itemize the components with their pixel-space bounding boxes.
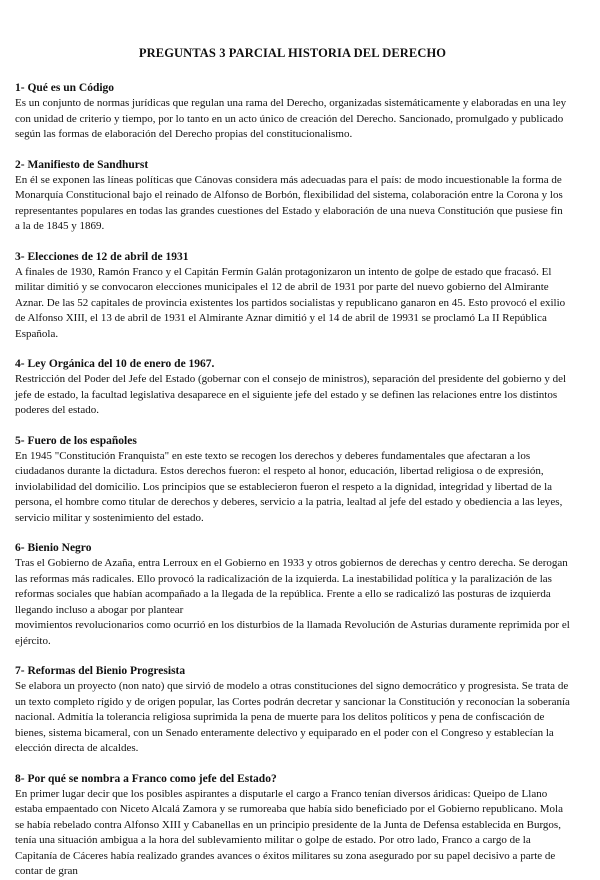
section-bienio-negro — [15, 541, 570, 649]
section-elecciones-1931 — [15, 250, 570, 343]
section-body: Restricción del Poder del Jefe del Estado (gobernar con el consejo de ministros), separación del presidente del gobierno y del jefe de estado, la facultad legislativa desaparece en el siguiente jefe del estado y se definen las relaciones entre los distintos poderes del estado. — [15, 373, 567, 416]
sections-container — [15, 81, 570, 880]
section-body: En 1945 "Constitución Franquista" en este texto se recogen los derechos y deberes fundamentales que afectaran a los ciudadanos durante la dictadura. Estos derechos fueron: el respeto al honor, educación, libertad religiosa o de expresión, inviolabilidad del domicilio. Los principios que se establecieron fueron el respeto a la dignidad, integridad y libertad de la persona, el hombre como titular de derechos y deberes, servicio a la patria, lealtad al jefe del estado y obediencia a las leyes, servicio militar y sostenimiento del estado. — [15, 449, 563, 524]
section-body: Es un conjunto de normas jurídicas que regulan una rama del Derecho, organizadas sistemáticamente y elaboradas en una ley con unidad de criterio y tiempo, por lo tanto en un acto único de creación del Derecho. Sancionado, promulgado y publicado según las formas de elaboración del Derecho propias del constitucionalismo. — [15, 97, 567, 140]
section-heading: 7- Reformas del Bienio Progresista — [15, 665, 186, 677]
section-heading: 1- Qué es un Código — [15, 82, 115, 94]
section-body: A finales de 1930, Ramón Franco y el Capitán Fermín Galán protagonizaron un intento de golpe de estado que fracasó. El militar dimitió y se convocaron elecciones municipales el 12 de abril de 1931 por parte del nuevo gobierno del Almirante Aznar. De las 52 capitales de provincia existentes los partidos socialistas y republicano ganaron en 45. Esto provocó el exilio de Alfonso XIII, el 13 de abril de 1931 el Almirante Aznar dimitió y el 14 de abril de 19931 se proclamó La II República Española. — [15, 265, 566, 340]
section-heading: 6- Bienio Negro — [15, 542, 92, 554]
section-body: En él se exponen las líneas políticas que Cánovas considera más adecuadas para el país: de modo incuestionable la forma de Monarquía Constitucional bajo el reinado de Alfonso de Borbón, flexibilidad del sistema, colaboración entre la Corona y los representantes populares en todas las grandes cuestiones del Estado y elaboración de una nueva Constitución que pusiese fin a la de 1845 y 1869. — [15, 173, 563, 232]
section-codigo — [15, 81, 570, 143]
section-heading: 3- Elecciones de 12 de abril de 1931 — [15, 250, 189, 263]
section-body: En primer lugar decir que los posibles aspirantes a disputarle el cargo a Franco tenían diversos áridicas: Queipo de Llano estaba empaentado con Niceto Alcalá Zamora y se rumoreaba que había sido beneficiado por el Gobierno republicano. Mola se había rebelado contra Alfonso XIII y Cabanellas en un principio presidente de la Junta de Defensa establecida en Burgos, tenía una situación ambigua a la hora del sublevamiento militar o golpe de estado. Por otro lado, Franco a cargo de la Capitanía de Cáceres había realizado grandes avances o éxitos militares su zona asegurado por su papel decisivo a parte de contar de gran — [15, 787, 563, 877]
section-franco-jefe-estado — [15, 772, 570, 880]
section-body: Tras el Gobierno de Azaña, entra Lerroux en el Gobierno en 1933 y otros gobiernos de derechas y centro derecha. Se derogan las reformas más radicales. Ello provocó la radicalización de la izquierda. La inestabilidad política y la paralización de las reformas sociales que habían acompañado a la llegada de la república. Frente a ello se radicalizó las posturas de izquierda llegando incluso a abogar por plantear movimientos revolucionarios como ocurrió en los disturbios de la llamada Revolución de Asturias duramente reprimida por el ejército. — [15, 557, 570, 647]
section-body: Se elabora un proyecto (non nato) que sirvió de modelo a otras constituciones del signo democrático y progresista. Se trata de un texto completo rígido y de origen popular, las Cortes podrán decretar y sancionar la Constitución y reconocían la soberanía nacional. Admitía la tolerancia religiosa suprimida la pena de muerte para los delitos políticos y pena de confiscación de bienes, sistema bicameral, con un Senado enteramente delectivo y equiparado en el poder con el Congreso y establecían la elección directa de alcaldes. — [15, 680, 570, 754]
section-bienio-progresista — [15, 664, 570, 757]
section-ley-organica-1967 — [15, 357, 570, 419]
document-title: PREGUNTAS 3 PARCIAL HISTORIA DEL DERECHO — [138, 46, 447, 60]
section-heading: 5- Fuero de los españoles — [15, 434, 137, 447]
section-heading: 2- Manifiesto de Sandhurst — [15, 158, 149, 171]
section-heading: 4- Ley Orgánica del 10 de enero de 1967. — [15, 358, 215, 370]
section-fuero-espanoles — [15, 434, 570, 527]
section-sandhurst — [15, 158, 570, 235]
section-heading: 8- Por qué se nombra a Franco como jefe del Estado? — [15, 772, 277, 785]
